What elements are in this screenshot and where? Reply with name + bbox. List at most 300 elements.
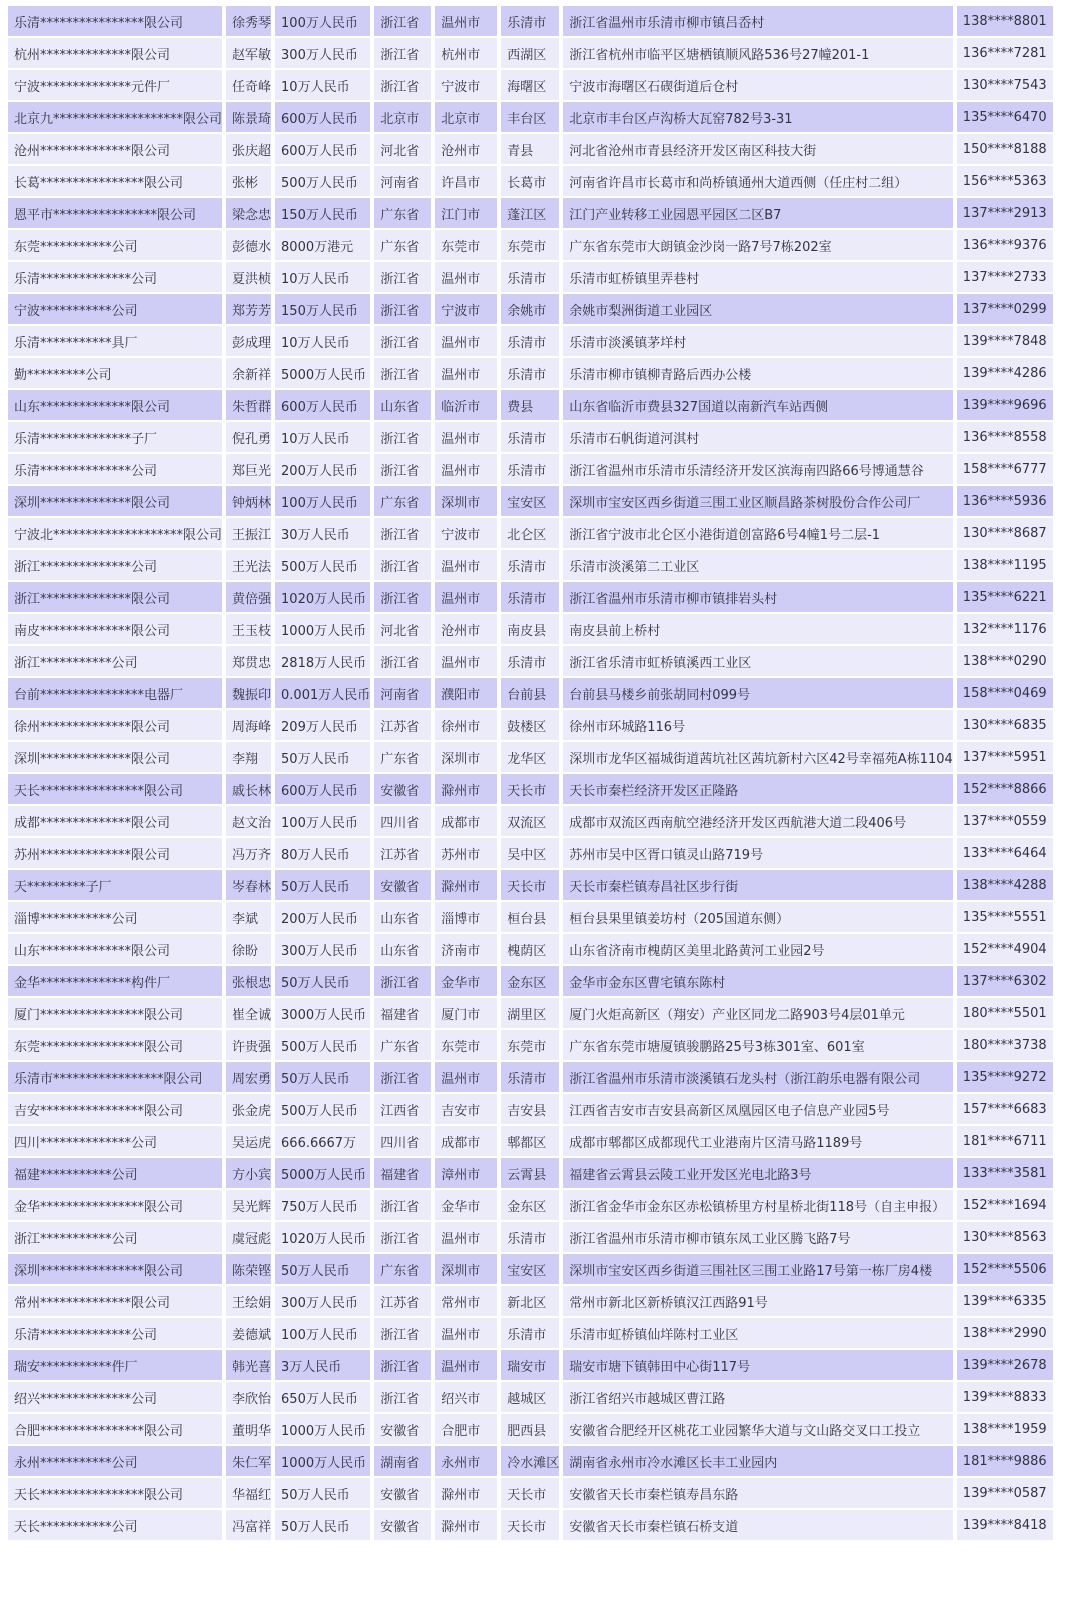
legal-rep-cell: 王绘娟 <box>226 1286 271 1316</box>
registered-capital-cell: 1000万人民币 <box>275 1446 370 1476</box>
district-cell: 宝安区 <box>501 1254 559 1284</box>
registered-capital-cell: 0.001万人民币 <box>275 678 370 708</box>
address-cell: 安徽省合肥经开区桃花工业园繁华大道与文山路交叉口工投立 <box>563 1414 953 1444</box>
registered-capital-cell: 300万人民币 <box>275 1286 370 1316</box>
registered-capital-cell: 600万人民币 <box>275 390 370 420</box>
phone-cell: 180****3738 <box>957 1030 1053 1060</box>
phone-cell: 130****7543 <box>957 70 1053 100</box>
district-cell: 海曙区 <box>501 70 559 100</box>
legal-rep-cell: 戚长林 <box>226 774 271 804</box>
phone-cell: 181****9886 <box>957 1446 1053 1476</box>
company-name-cell: 宁波***********公司 <box>8 294 222 324</box>
legal-rep-cell: 虞冠彪 <box>226 1222 271 1252</box>
province-cell: 河南省 <box>374 166 431 196</box>
address-cell: 瑞安市塘下镇韩田中心街117号 <box>563 1350 953 1380</box>
district-cell: 北仑区 <box>501 518 559 548</box>
province-cell: 山东省 <box>374 902 431 932</box>
company-name-cell: 厦门****************限公司 <box>8 998 222 1028</box>
city-cell: 徐州市 <box>435 710 497 740</box>
phone-cell: 138****1959 <box>957 1414 1053 1444</box>
city-cell: 绍兴市 <box>435 1382 497 1412</box>
city-cell: 温州市 <box>435 6 497 36</box>
phone-cell: 139****6335 <box>957 1286 1053 1316</box>
city-cell: 金华市 <box>435 966 497 996</box>
registered-capital-cell: 100万人民币 <box>275 486 370 516</box>
district-cell: 乐清市 <box>501 422 559 452</box>
legal-rep-cell: 许贵强 <box>226 1030 271 1060</box>
phone-cell: 136****9376 <box>957 230 1053 260</box>
company-name-cell: 永州***********公司 <box>8 1446 222 1476</box>
province-cell: 浙江省 <box>374 1350 431 1380</box>
table-row <box>8 358 1053 388</box>
address-cell: 深圳市宝安区西乡街道三围工业区顺昌路茶树股份合作公司厂 <box>563 486 953 516</box>
province-cell: 浙江省 <box>374 70 431 100</box>
registered-capital-cell: 200万人民币 <box>275 902 370 932</box>
address-cell: 乐清市虹桥镇里弄巷村 <box>563 262 953 292</box>
registered-capital-cell: 300万人民币 <box>275 38 370 68</box>
address-cell: 安徽省天长市秦栏镇石桥支道 <box>563 1510 953 1540</box>
phone-cell: 139****9696 <box>957 390 1053 420</box>
company-name-cell: 天长****************限公司 <box>8 774 222 804</box>
district-cell: 越城区 <box>501 1382 559 1412</box>
company-name-cell: 沧州**************限公司 <box>8 134 222 164</box>
company-table <box>4 4 1057 1542</box>
province-cell: 浙江省 <box>374 454 431 484</box>
district-cell: 蓬江区 <box>501 198 559 228</box>
province-cell: 河北省 <box>374 134 431 164</box>
phone-cell: 136****5936 <box>957 486 1053 516</box>
district-cell: 乐清市 <box>501 454 559 484</box>
phone-cell: 136****7281 <box>957 38 1053 68</box>
phone-cell: 130****8687 <box>957 518 1053 548</box>
legal-rep-cell: 崔全诚 <box>226 998 271 1028</box>
address-cell: 山东省临沂市费县327国道以南新汽车站西侧 <box>563 390 953 420</box>
legal-rep-cell: 李欣怡 <box>226 1382 271 1412</box>
address-cell: 广东省东莞市大朗镇金沙岗一路7号7栋202室 <box>563 230 953 260</box>
table-row <box>8 1254 1053 1284</box>
district-cell: 乐清市 <box>501 550 559 580</box>
company-name-cell: 浙江**************公司 <box>8 550 222 580</box>
registered-capital-cell: 30万人民币 <box>275 518 370 548</box>
table-row <box>8 262 1053 292</box>
district-cell: 余姚市 <box>501 294 559 324</box>
company-name-cell: 福建***********公司 <box>8 1158 222 1188</box>
city-cell: 成都市 <box>435 1126 497 1156</box>
address-cell: 南皮县前上桥村 <box>563 614 953 644</box>
company-name-cell: 宁波**************元件厂 <box>8 70 222 100</box>
province-cell: 浙江省 <box>374 582 431 612</box>
city-cell: 温州市 <box>435 358 497 388</box>
address-cell: 成都市双流区西南航空港经济开发区西航港大道二段406号 <box>563 806 953 836</box>
district-cell: 肥西县 <box>501 1414 559 1444</box>
address-cell: 江门产业转移工业园恩平园区二区B7 <box>563 198 953 228</box>
phone-cell: 150****8188 <box>957 134 1053 164</box>
table-row <box>8 1350 1053 1380</box>
district-cell: 乐清市 <box>501 358 559 388</box>
legal-rep-cell: 倪孔勇 <box>226 422 271 452</box>
city-cell: 深圳市 <box>435 486 497 516</box>
phone-cell: 138****8801 <box>957 6 1053 36</box>
district-cell: 龙华区 <box>501 742 559 772</box>
phone-cell: 135****9272 <box>957 1062 1053 1092</box>
registered-capital-cell: 600万人民币 <box>275 774 370 804</box>
registered-capital-cell: 150万人民币 <box>275 294 370 324</box>
company-name-cell: 深圳****************限公司 <box>8 1254 222 1284</box>
legal-rep-cell: 陈景琦 <box>226 102 271 132</box>
registered-capital-cell: 1000万人民币 <box>275 1414 370 1444</box>
legal-rep-cell: 黄倍强 <box>226 582 271 612</box>
phone-cell: 137****2733 <box>957 262 1053 292</box>
district-cell: 鼓楼区 <box>501 710 559 740</box>
legal-rep-cell: 张根忠 <box>226 966 271 996</box>
district-cell: 乐清市 <box>501 646 559 676</box>
company-name-cell: 金华****************限公司 <box>8 1190 222 1220</box>
legal-rep-cell: 任奇峰 <box>226 70 271 100</box>
city-cell: 济南市 <box>435 934 497 964</box>
phone-cell: 139****4286 <box>957 358 1053 388</box>
registered-capital-cell: 8000万港元 <box>275 230 370 260</box>
legal-rep-cell: 吴光辉 <box>226 1190 271 1220</box>
address-cell: 浙江省金华市金东区赤松镇桥里方村星桥北街118号（自主申报） <box>563 1190 953 1220</box>
table-row <box>8 102 1053 132</box>
registered-capital-cell: 150万人民币 <box>275 198 370 228</box>
city-cell: 许昌市 <box>435 166 497 196</box>
address-cell: 天长市秦栏镇寿昌社区步行街 <box>563 870 953 900</box>
table-body <box>8 6 1053 1540</box>
city-cell: 温州市 <box>435 1350 497 1380</box>
district-cell: 费县 <box>501 390 559 420</box>
district-cell: 郫都区 <box>501 1126 559 1156</box>
district-cell: 乐清市 <box>501 6 559 36</box>
registered-capital-cell: 1020万人民币 <box>275 582 370 612</box>
legal-rep-cell: 梁念忠 <box>226 198 271 228</box>
address-cell: 福建省云霄县云陵工业开发区光电北路3号 <box>563 1158 953 1188</box>
table-row <box>8 582 1053 612</box>
company-name-cell: 东莞***********公司 <box>8 230 222 260</box>
phone-cell: 152****4904 <box>957 934 1053 964</box>
province-cell: 河南省 <box>374 678 431 708</box>
registered-capital-cell: 10万人民币 <box>275 326 370 356</box>
table-row <box>8 454 1053 484</box>
registered-capital-cell: 100万人民币 <box>275 1318 370 1348</box>
city-cell: 临沂市 <box>435 390 497 420</box>
phone-cell: 137****0559 <box>957 806 1053 836</box>
province-cell: 安徽省 <box>374 1478 431 1508</box>
table-row <box>8 518 1053 548</box>
legal-rep-cell: 徐秀琴 <box>226 6 271 36</box>
phone-cell: 158****6777 <box>957 454 1053 484</box>
table-row <box>8 1190 1053 1220</box>
company-name-cell: 乐清**************子厂 <box>8 422 222 452</box>
phone-cell: 137****5951 <box>957 742 1053 772</box>
company-name-cell: 杭州**************限公司 <box>8 38 222 68</box>
registered-capital-cell: 666.6667万 <box>275 1126 370 1156</box>
phone-cell: 132****1176 <box>957 614 1053 644</box>
province-cell: 江苏省 <box>374 838 431 868</box>
table-row <box>8 1094 1053 1124</box>
legal-rep-cell: 张彬 <box>226 166 271 196</box>
legal-rep-cell: 王玉枝 <box>226 614 271 644</box>
registered-capital-cell: 750万人民币 <box>275 1190 370 1220</box>
table-row <box>8 1030 1053 1060</box>
phone-cell: 138****2990 <box>957 1318 1053 1348</box>
company-name-cell: 常州**************限公司 <box>8 1286 222 1316</box>
city-cell: 滁州市 <box>435 774 497 804</box>
table-row <box>8 710 1053 740</box>
table-row <box>8 1382 1053 1412</box>
district-cell: 乐清市 <box>501 582 559 612</box>
table-row <box>8 614 1053 644</box>
city-cell: 淄博市 <box>435 902 497 932</box>
company-name-cell: 吉安****************限公司 <box>8 1094 222 1124</box>
legal-rep-cell: 郑芳芳 <box>226 294 271 324</box>
phone-cell: 152****8866 <box>957 774 1053 804</box>
company-name-cell: 金华**************构件厂 <box>8 966 222 996</box>
company-name-cell: 乐清**************公司 <box>8 1318 222 1348</box>
registered-capital-cell: 500万人民币 <box>275 1094 370 1124</box>
registered-capital-cell: 50万人民币 <box>275 1478 370 1508</box>
phone-cell: 139****8833 <box>957 1382 1053 1412</box>
phone-cell: 135****6221 <box>957 582 1053 612</box>
district-cell: 金东区 <box>501 966 559 996</box>
phone-cell: 135****5551 <box>957 902 1053 932</box>
district-cell: 槐荫区 <box>501 934 559 964</box>
district-cell: 宝安区 <box>501 486 559 516</box>
district-cell: 乐清市 <box>501 1062 559 1092</box>
city-cell: 沧州市 <box>435 134 497 164</box>
legal-rep-cell: 赵文治 <box>226 806 271 836</box>
table-row <box>8 1478 1053 1508</box>
address-cell: 北京市丰台区卢沟桥大瓦窑782号3-31 <box>563 102 953 132</box>
table-row <box>8 1126 1053 1156</box>
company-name-cell: 东莞****************限公司 <box>8 1030 222 1060</box>
city-cell: 东莞市 <box>435 230 497 260</box>
city-cell: 北京市 <box>435 102 497 132</box>
address-cell: 浙江省乐清市虹桥镇溪西工业区 <box>563 646 953 676</box>
company-name-cell: 乐清市*****************限公司 <box>8 1062 222 1092</box>
table-row <box>8 1510 1053 1540</box>
district-cell: 青县 <box>501 134 559 164</box>
province-cell: 浙江省 <box>374 326 431 356</box>
table-row <box>8 774 1053 804</box>
city-cell: 江门市 <box>435 198 497 228</box>
address-cell: 广东省东莞市塘厦镇骏鹏路25号3栋301室、601室 <box>563 1030 953 1060</box>
registered-capital-cell: 500万人民币 <box>275 550 370 580</box>
province-cell: 浙江省 <box>374 1062 431 1092</box>
province-cell: 浙江省 <box>374 646 431 676</box>
district-cell: 东莞市 <box>501 1030 559 1060</box>
phone-cell: 180****5501 <box>957 998 1053 1028</box>
city-cell: 常州市 <box>435 1286 497 1316</box>
registered-capital-cell: 200万人民币 <box>275 454 370 484</box>
table-row <box>8 166 1053 196</box>
address-cell: 湖南省永州市冷水滩区长丰工业园内 <box>563 1446 953 1476</box>
province-cell: 广东省 <box>374 1254 431 1284</box>
district-cell: 西湖区 <box>501 38 559 68</box>
company-name-cell: 浙江***********公司 <box>8 646 222 676</box>
address-cell: 厦门火炬高新区（翔安）产业区同龙二路903号4层01单元 <box>563 998 953 1028</box>
company-name-cell: 乐清**************公司 <box>8 454 222 484</box>
table-row <box>8 742 1053 772</box>
city-cell: 宁波市 <box>435 294 497 324</box>
address-cell: 浙江省温州市乐清市柳市镇东凤工业区腾飞路7号 <box>563 1222 953 1252</box>
province-cell: 浙江省 <box>374 422 431 452</box>
registered-capital-cell: 80万人民币 <box>275 838 370 868</box>
city-cell: 宁波市 <box>435 70 497 100</box>
company-name-cell: 乐清***********具厂 <box>8 326 222 356</box>
city-cell: 温州市 <box>435 262 497 292</box>
legal-rep-cell: 吴运虎 <box>226 1126 271 1156</box>
table-row <box>8 1286 1053 1316</box>
city-cell: 深圳市 <box>435 1254 497 1284</box>
legal-rep-cell: 钟炳林 <box>226 486 271 516</box>
province-cell: 山东省 <box>374 934 431 964</box>
city-cell: 温州市 <box>435 326 497 356</box>
city-cell: 温州市 <box>435 1318 497 1348</box>
city-cell: 濮阳市 <box>435 678 497 708</box>
city-cell: 合肥市 <box>435 1414 497 1444</box>
address-cell: 乐清市虹桥镇仙垟陈村工业区 <box>563 1318 953 1348</box>
city-cell: 永州市 <box>435 1446 497 1476</box>
province-cell: 福建省 <box>374 998 431 1028</box>
city-cell: 温州市 <box>435 454 497 484</box>
phone-cell: 139****8418 <box>957 1510 1053 1540</box>
legal-rep-cell: 陈荣铿 <box>226 1254 271 1284</box>
table-row <box>8 998 1053 1028</box>
company-name-cell: 四川**************公司 <box>8 1126 222 1156</box>
registered-capital-cell: 209万人民币 <box>275 710 370 740</box>
table-row <box>8 230 1053 260</box>
province-cell: 北京市 <box>374 102 431 132</box>
table-row <box>8 326 1053 356</box>
legal-rep-cell: 冯万齐 <box>226 838 271 868</box>
province-cell: 浙江省 <box>374 966 431 996</box>
registered-capital-cell: 50万人民币 <box>275 1062 370 1092</box>
company-name-cell: 恩平市****************限公司 <box>8 198 222 228</box>
phone-cell: 181****6711 <box>957 1126 1053 1156</box>
table-row <box>8 806 1053 836</box>
table-row <box>8 1158 1053 1188</box>
phone-cell: 137****2913 <box>957 198 1053 228</box>
province-cell: 湖南省 <box>374 1446 431 1476</box>
province-cell: 江西省 <box>374 1094 431 1124</box>
city-cell: 漳州市 <box>435 1158 497 1188</box>
table-row <box>8 902 1053 932</box>
district-cell: 东莞市 <box>501 230 559 260</box>
company-name-cell: 乐清****************限公司 <box>8 6 222 36</box>
company-name-cell: 宁波北********************限公司 <box>8 518 222 548</box>
city-cell: 温州市 <box>435 646 497 676</box>
registered-capital-cell: 10万人民币 <box>275 422 370 452</box>
address-cell: 常州市新北区新桥镇汉江西路91号 <box>563 1286 953 1316</box>
legal-rep-cell: 王光法 <box>226 550 271 580</box>
registered-capital-cell: 2818万人民币 <box>275 646 370 676</box>
city-cell: 温州市 <box>435 1062 497 1092</box>
legal-rep-cell: 周海峰 <box>226 710 271 740</box>
address-cell: 乐清市石帆街道河淇村 <box>563 422 953 452</box>
phone-cell: 139****0587 <box>957 1478 1053 1508</box>
table-row <box>8 1446 1053 1476</box>
company-name-cell: 深圳**************限公司 <box>8 486 222 516</box>
registered-capital-cell: 650万人民币 <box>275 1382 370 1412</box>
province-cell: 浙江省 <box>374 294 431 324</box>
phone-cell: 157****6683 <box>957 1094 1053 1124</box>
address-cell: 深圳市宝安区西乡街道三围社区三围工业路17号第一栋厂房4楼 <box>563 1254 953 1284</box>
province-cell: 浙江省 <box>374 1318 431 1348</box>
province-cell: 山东省 <box>374 390 431 420</box>
province-cell: 浙江省 <box>374 1222 431 1252</box>
address-cell: 山东省济南市槐荫区美里北路黄河工业园2号 <box>563 934 953 964</box>
address-cell: 徐州市环城路116号 <box>563 710 953 740</box>
table-row <box>8 870 1053 900</box>
legal-rep-cell: 赵军敏 <box>226 38 271 68</box>
legal-rep-cell: 方小宾 <box>226 1158 271 1188</box>
city-cell: 温州市 <box>435 1222 497 1252</box>
phone-cell: 137****0299 <box>957 294 1053 324</box>
city-cell: 成都市 <box>435 806 497 836</box>
phone-cell: 138****0290 <box>957 646 1053 676</box>
city-cell: 滁州市 <box>435 1510 497 1540</box>
registered-capital-cell: 10万人民币 <box>275 262 370 292</box>
province-cell: 广东省 <box>374 486 431 516</box>
address-cell: 乐清市柳市镇柳青路后西办公楼 <box>563 358 953 388</box>
table-row <box>8 1062 1053 1092</box>
district-cell: 丰台区 <box>501 102 559 132</box>
legal-rep-cell: 李翔 <box>226 742 271 772</box>
company-name-cell: 北京九********************限公司 <box>8 102 222 132</box>
province-cell: 安徽省 <box>374 1510 431 1540</box>
table-row <box>8 1222 1053 1252</box>
legal-rep-cell: 冯富祥 <box>226 1510 271 1540</box>
address-cell: 金华市金东区曹宅镇东陈村 <box>563 966 953 996</box>
registered-capital-cell: 100万人民币 <box>275 806 370 836</box>
district-cell: 乐清市 <box>501 326 559 356</box>
company-name-cell: 瑞安***********件厂 <box>8 1350 222 1380</box>
table-row <box>8 1414 1053 1444</box>
table-row <box>8 38 1053 68</box>
legal-rep-cell: 董明华 <box>226 1414 271 1444</box>
company-name-cell: 浙江**************限公司 <box>8 582 222 612</box>
legal-rep-cell: 余新祥 <box>226 358 271 388</box>
address-cell: 天长市秦栏经济开发区正隆路 <box>563 774 953 804</box>
province-cell: 浙江省 <box>374 358 431 388</box>
company-name-cell: 深圳**************限公司 <box>8 742 222 772</box>
phone-cell: 130****6835 <box>957 710 1053 740</box>
legal-rep-cell: 岑春林 <box>226 870 271 900</box>
province-cell: 广东省 <box>374 1030 431 1060</box>
province-cell: 四川省 <box>374 1126 431 1156</box>
district-cell: 吴中区 <box>501 838 559 868</box>
table-row <box>8 390 1053 420</box>
registered-capital-cell: 500万人民币 <box>275 1030 370 1060</box>
city-cell: 沧州市 <box>435 614 497 644</box>
address-cell: 宁波市海曙区石碶街道后仓村 <box>563 70 953 100</box>
district-cell: 台前县 <box>501 678 559 708</box>
registered-capital-cell: 5000万人民币 <box>275 358 370 388</box>
city-cell: 深圳市 <box>435 742 497 772</box>
company-name-cell: 淄博***********公司 <box>8 902 222 932</box>
city-cell: 温州市 <box>435 582 497 612</box>
province-cell: 安徽省 <box>374 1414 431 1444</box>
district-cell: 南皮县 <box>501 614 559 644</box>
table-row <box>8 422 1053 452</box>
province-cell: 四川省 <box>374 806 431 836</box>
city-cell: 温州市 <box>435 550 497 580</box>
phone-cell: 136****8558 <box>957 422 1053 452</box>
registered-capital-cell: 600万人民币 <box>275 134 370 164</box>
registered-capital-cell: 3000万人民币 <box>275 998 370 1028</box>
legal-rep-cell: 周宏勇 <box>226 1062 271 1092</box>
